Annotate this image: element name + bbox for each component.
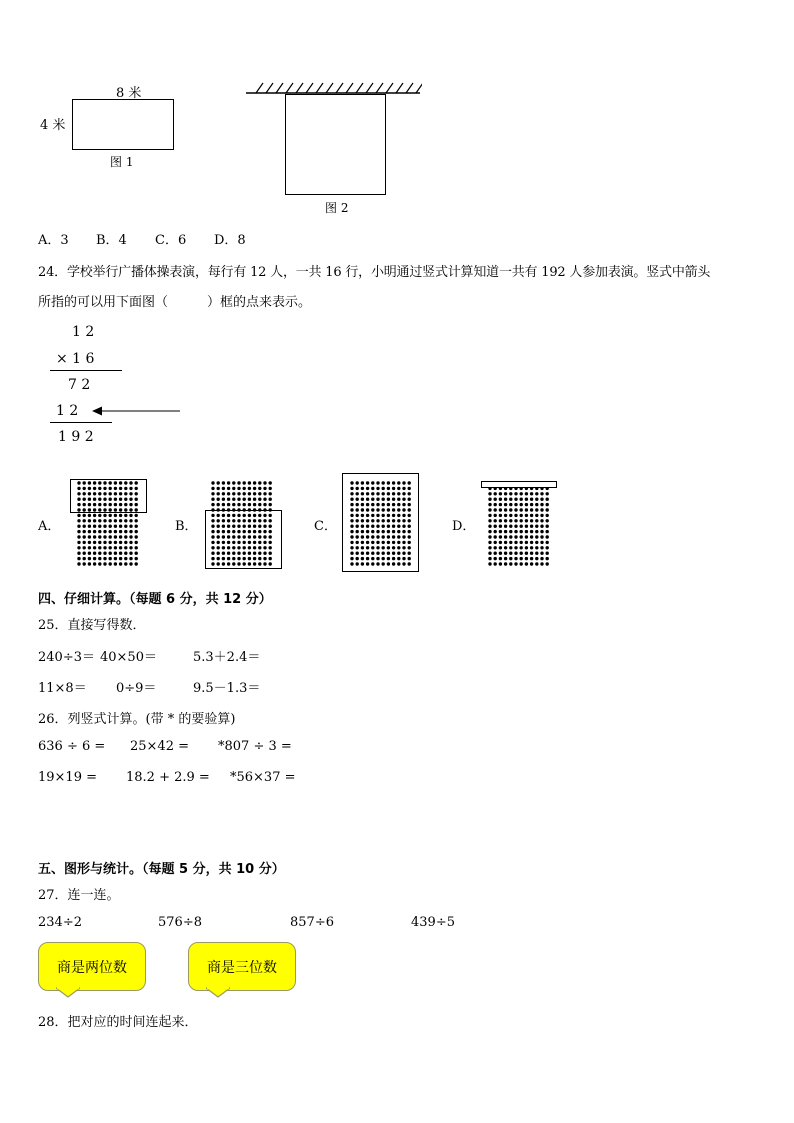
hatch-mark <box>416 83 422 93</box>
hatch-mark <box>406 83 413 93</box>
hatch-mark <box>366 83 373 93</box>
hatch-mark <box>336 83 343 93</box>
bubble-three-digit-label: 商是三位数 <box>207 959 277 976</box>
q27-title: 27．连一连。 <box>38 888 120 903</box>
frame-b <box>205 510 282 569</box>
q27-expr-3[interactable]: 857÷6 <box>290 915 334 930</box>
hatch-mark <box>316 83 323 93</box>
dot-grid-d <box>488 481 553 574</box>
hatch-mark <box>256 83 263 93</box>
calc-line-2 <box>50 422 112 423</box>
q27-expr-1[interactable]: 234÷2 <box>38 915 82 930</box>
q28-title: 28．把对应的时间连起来． <box>38 1015 198 1030</box>
q27-expr-2[interactable]: 576÷8 <box>158 915 202 930</box>
q26-r2-c2: 18.2 + 2.9 = <box>126 770 210 785</box>
fig1-caption: 图 1 <box>110 155 134 169</box>
hatch-mark <box>306 83 313 93</box>
q24-question-line1: 24．学校举行广播体操表演，每行有 12 人，一共 16 行，小明通过竖式计算知道一共有 192 人参加表演。竖式中箭头 <box>38 265 711 280</box>
calc-row-4: 1 2 <box>56 403 79 419</box>
q25-r1-c1: 240÷3＝ <box>38 650 95 665</box>
hatch-mark <box>376 83 383 93</box>
q25-r2-c3: 9.5－1.3＝ <box>193 681 261 696</box>
hatch-mark <box>346 83 353 93</box>
frame-a <box>70 479 147 513</box>
q24-option-a[interactable]: A． <box>38 519 61 534</box>
q26-title: 26．列竖式计算。(带 * 的要验算) <box>38 712 236 727</box>
q24-question-line2: 所指的可以用下面图（ ）框的点来表示。 <box>38 295 312 310</box>
q24-option-c[interactable]: C． <box>314 519 337 534</box>
bubble-two-digit[interactable] <box>38 942 146 991</box>
calc-row-2: × 1 6 <box>56 351 95 367</box>
q23-option-c[interactable]: C．6 <box>155 233 187 248</box>
hatch-mark <box>356 83 363 93</box>
q25-r2-c2: 0÷9＝ <box>116 681 157 696</box>
q25-title: 25．直接写得数． <box>38 618 146 633</box>
q23-option-a[interactable]: A．3 <box>38 233 69 248</box>
section-5-heading: 五、图形与统计。（每题 5 分，共 10 分） <box>38 862 285 877</box>
calc-line-1 <box>50 370 122 371</box>
q25-r1-c2: 40×50＝ <box>100 650 157 665</box>
bubble-two-digit-label: 商是两位数 <box>57 959 127 976</box>
fig1-rectangle <box>72 99 174 150</box>
hatch-mark <box>286 83 293 93</box>
q26-r2-c1: 19×19 = <box>38 770 98 785</box>
q25-r1-c3: 5.3＋2.4＝ <box>193 650 261 665</box>
fig2-caption: 图 2 <box>325 201 349 215</box>
bubble-tail-1 <box>56 987 80 999</box>
fig2-square <box>285 94 386 195</box>
q24-option-b[interactable]: B． <box>175 519 198 534</box>
hatch-mark <box>296 83 303 93</box>
calc-row-5: 1 9 2 <box>58 429 94 445</box>
section-4-heading: 四、仔细计算。（每题 6 分，共 12 分） <box>38 592 272 607</box>
hatch-mark <box>326 83 333 93</box>
q23-option-d[interactable]: D．8 <box>214 233 246 248</box>
frame-c <box>342 473 419 572</box>
hatch-mark <box>266 83 273 93</box>
q26-r1-c1: 636 ÷ 6 = <box>38 739 106 754</box>
q23-option-b[interactable]: B．4 <box>96 233 127 248</box>
hatch-mark <box>386 83 393 93</box>
calc-row-3: 7 2 <box>68 377 91 393</box>
q26-r1-c2: 25×42 = <box>130 739 190 754</box>
q24-option-d[interactable]: D． <box>452 519 476 534</box>
frame-d <box>481 481 557 488</box>
q26-r2-c3: *56×37 = <box>230 770 296 785</box>
fig1-top-label: 8 米 <box>116 86 142 101</box>
q25-r2-c1: 11×8＝ <box>38 681 87 696</box>
arrow-icon <box>92 404 182 418</box>
q26-r1-c3: *807 ÷ 3 = <box>218 739 292 754</box>
bubble-tail-2 <box>206 987 230 999</box>
bubble-three-digit[interactable] <box>188 942 296 991</box>
fig1-left-label: 4 米 <box>40 118 66 133</box>
q27-expr-4[interactable]: 439÷5 <box>411 915 455 930</box>
calc-row-1: 1 2 <box>72 324 95 340</box>
hatch-mark <box>276 83 283 93</box>
hatch-mark <box>396 83 403 93</box>
